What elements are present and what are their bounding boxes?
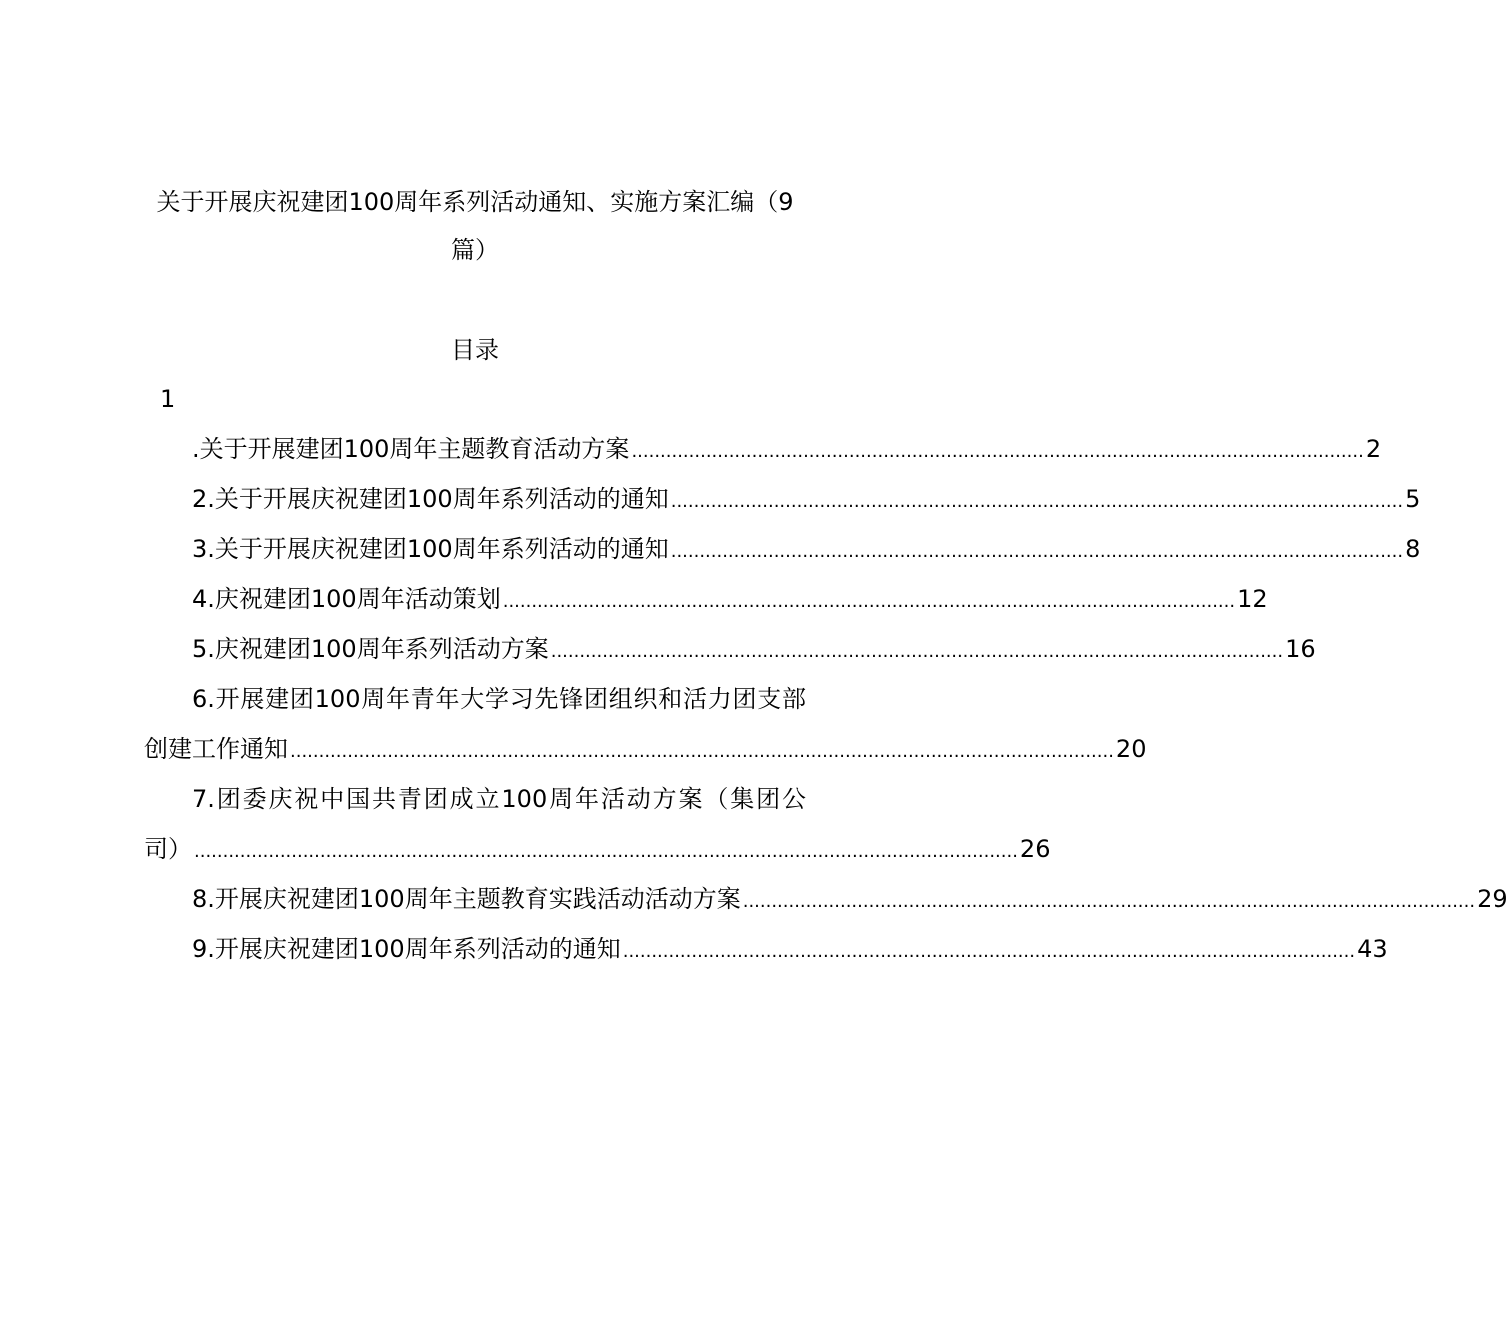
document-title bbox=[140, 178, 810, 274]
toc-page-number: 26 bbox=[1019, 835, 1051, 863]
toc-entry-6-continuation[interactable] bbox=[144, 732, 1147, 766]
toc-entry-text: 8.开展庆祝建团100周年主题教育实践活动活动方案 bbox=[192, 885, 741, 913]
document-title-line-2: 篇） bbox=[451, 236, 499, 264]
toc-leader-dots: ................................................................................................................................ bbox=[742, 891, 1476, 912]
toc-page-number: 29 bbox=[1477, 885, 1508, 913]
toc-entry-text: 2.关于开展庆祝建团100周年系列活动的通知 bbox=[192, 485, 669, 513]
toc-page-number: 2 bbox=[1365, 435, 1382, 463]
toc-entry-text: .关于开展建团100周年主题教育活动方案 bbox=[192, 435, 630, 463]
toc-entry-8[interactable] bbox=[192, 882, 1508, 916]
toc-entry-text: 4.庆祝建团100周年活动策划 bbox=[192, 585, 501, 613]
toc-entry-text: 9.开展庆祝建团100周年系列活动的通知 bbox=[192, 935, 621, 963]
stray-number: 1 bbox=[160, 385, 176, 413]
toc-entry-text: 司） bbox=[144, 835, 192, 863]
toc-entry-7-continuation[interactable] bbox=[144, 832, 1051, 866]
toc-entry-7[interactable]: 7.团委庆祝中国共青团成立100周年活动方案（集团公 bbox=[192, 785, 806, 813]
toc-entry-2[interactable] bbox=[192, 482, 1421, 516]
toc-entry-1[interactable] bbox=[192, 432, 1382, 466]
toc-entry-9[interactable] bbox=[192, 932, 1388, 966]
toc-page-number: 5 bbox=[1405, 485, 1421, 513]
toc-entry-5[interactable] bbox=[192, 632, 1316, 666]
toc-page-number: 12 bbox=[1237, 585, 1268, 613]
toc-leader-dots: ................................................................................................................................................ bbox=[290, 741, 1114, 762]
toc-page-number: 20 bbox=[1115, 735, 1147, 763]
toc-entry-4[interactable] bbox=[192, 582, 1268, 616]
toc-leader-dots: ................................................................................................................................ bbox=[550, 641, 1284, 662]
toc-entry-3[interactable] bbox=[192, 532, 1421, 566]
toc-leader-dots: ................................................................................................................................ bbox=[670, 541, 1404, 562]
toc-entry-text: 5.庆祝建团100周年系列活动方案 bbox=[192, 635, 549, 663]
toc-leader-dots: ................................................................................................................................ bbox=[622, 941, 1356, 962]
toc-entry-text: 创建工作通知 bbox=[144, 735, 288, 763]
document-title-line-1: 关于开展庆祝建团100周年系列活动通知、实施方案汇编（9 bbox=[156, 188, 794, 216]
toc-entry-text: 3.关于开展庆祝建团100周年系列活动的通知 bbox=[192, 535, 669, 563]
toc-leader-dots: ................................................................................................................................ bbox=[502, 591, 1236, 612]
toc-leader-dots: ................................................................................................................................ bbox=[670, 491, 1404, 512]
toc-leader-dots: ................................................................................................................................................ bbox=[194, 841, 1018, 862]
toc-page-number: 43 bbox=[1357, 935, 1388, 963]
toc-page-number: 16 bbox=[1285, 635, 1316, 663]
toc-entry-6[interactable]: 6.开展建团100周年青年大学习先锋团组织和活力团支部 bbox=[192, 685, 806, 713]
toc-page-number: 8 bbox=[1405, 535, 1421, 563]
toc-leader-dots: ................................................................................................................................ bbox=[631, 441, 1364, 462]
toc-heading: 目录 bbox=[451, 336, 499, 364]
